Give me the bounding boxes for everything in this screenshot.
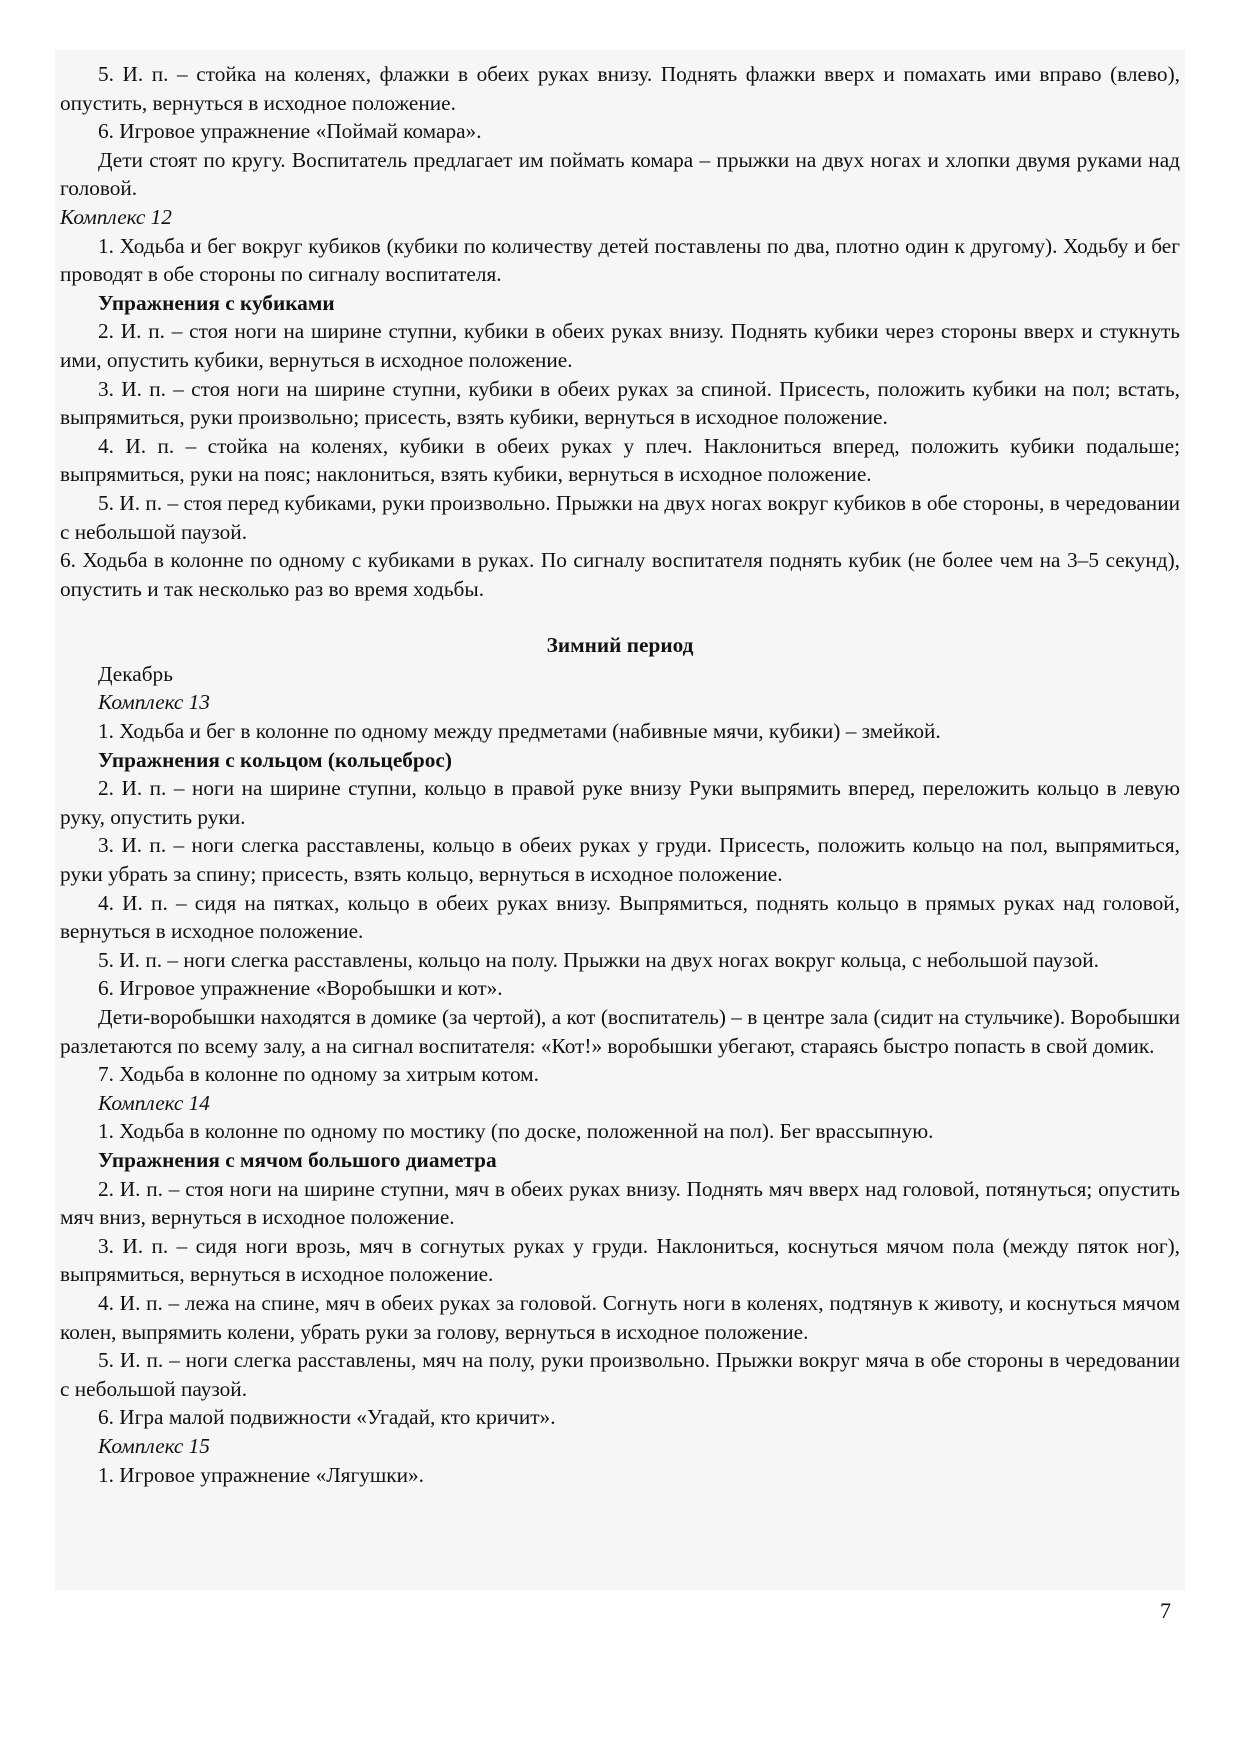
section-heading: Зимний период xyxy=(546,633,694,658)
paragraph: 5. И. п. – ноги слегка расставлены, кольцо на полу. Прыжки на двух ногах вокруг кольца, с небольшой паузой. xyxy=(98,947,1099,972)
exercise-heading: Упражнения с кольцом (кольцеброс) xyxy=(98,747,452,772)
paragraph: 6. Игровое упражнение «Воробышки и кот». xyxy=(98,976,503,1001)
paragraph: 1. Ходьба и бег вокруг кубиков (кубики по количеству детей поставлены по два, плотно один к другому). Ходьбу и бег проводят в обе стороны по сигналу воспитателя. xyxy=(60,233,1180,287)
paragraph: 2. И. п. – стоя ноги на ширине ступни, мяч в обеих руках внизу. Поднять мяч вверх над головой, потянуться; опустить мяч вниз, вернуться в исходное положение. xyxy=(60,1176,1180,1230)
month-heading: Декабрь xyxy=(98,661,173,686)
paragraph: 5. И. п. – стойка на коленях, флажки в обеих руках внизу. Поднять флажки вверх и помахать ими вправо (влево), опустить, вернуться в исходное положение. xyxy=(60,62,1180,115)
paragraph: 3. И. п. – сидя ноги врозь, мяч в согнутых руках у груди. Наклониться, коснуться мячом пола (между пяток ног), выпрямиться, вернуться в исходное положение. xyxy=(60,1233,1180,1287)
paragraph: 5. И. п. – ноги слегка расставлены, мяч на полу, руки произвольно. Прыжки вокруг мяча в обе стороны в чередовании с небольшой паузой. xyxy=(60,1348,1180,1401)
complex-heading: Комплекс 15 xyxy=(98,1433,210,1458)
paragraph: 4. И. п. – лежа на спине, мяч в обеих руках за головой. Согнуть ноги в коленях, подтянув к животу, и коснуться мячом колен, выпрямить колени, убрать руки за голову, вернуться в исходное положение. xyxy=(60,1290,1180,1344)
paragraph: Дети-воробышки находятся в домике (за чертой), а кот (воспитатель) – в центре зала (сидит на стульчике). Воробышки разлетаются по всему залу, а на сигнал воспитателя: «Кот!» воробышки убегают, стараясь быстро попасть в свой домик. xyxy=(60,1005,1180,1058)
paragraph: 7. Ходьба в колонне по одному за хитрым котом. xyxy=(98,1062,539,1087)
paragraph: 2. И. п. – ноги на ширине ступни, кольцо в правой руке внизу Руки выпрямить вперед, переложить кольцо в левую руку, опустить руки. xyxy=(60,776,1180,829)
complex-heading: Комплекс 12 xyxy=(60,204,172,229)
paragraph: 3. И. п. – ноги слегка расставлены, кольцо в обеих руках у груди. Присесть, положить кольцо на пол, выпрямиться, руки убрать за спину; присесть, взять кольцо, вернуться в исходное положение. xyxy=(60,833,1180,887)
paragraph: Дети стоят по кругу. Воспитатель предлагает им поймать комара – прыжки на двух ногах и хлопки двумя руками над головой. xyxy=(60,147,1180,201)
paragraph: 5. И. п. – стоя перед кубиками, руки произвольно. Прыжки на двух ногах вокруг кубиков в обе стороны, в чередовании с небольшой паузой. xyxy=(60,490,1180,544)
exercise-heading: Упражнения с мячом большого диаметра xyxy=(98,1147,497,1172)
paragraph: 1. Ходьба и бег в колонне по одному между предметами (набивные мячи, кубики) – змейкой. xyxy=(98,719,941,744)
paragraph: 2. И. п. – стоя ноги на ширине ступни, кубики в обеих руках внизу. Поднять кубики через стороны вверх и стукнуть ими, опустить кубики, вернуться в исходное положение. xyxy=(60,319,1180,372)
exercise-heading: Упражнения с кубиками xyxy=(98,290,335,315)
paragraph: 1. Игровое упражнение «Лягушки». xyxy=(98,1462,424,1487)
page-content xyxy=(60,60,1180,1489)
page-number: 7 xyxy=(1160,1598,1171,1623)
paragraph: 1. Ходьба в колонне по одному по мостику (по доске, положенной на пол). Бег врассыпную. xyxy=(98,1119,934,1144)
paragraph: 3. И. п. – стоя ноги на ширине ступни, кубики в обеих руках за спиной. Присесть, положить кубики на пол; встать, выпрямиться, руки произвольно; присесть, взять кубики, вернуться в исходное положение. xyxy=(60,376,1180,430)
complex-heading: Комплекс 13 xyxy=(98,690,210,715)
complex-heading: Комплекс 14 xyxy=(98,1090,210,1115)
paragraph: 4. И. п. – стойка на коленях, кубики в обеих руках у плеч. Наклониться вперед, положить кубики подальше; выпрямиться, руки на пояс; наклониться, взять кубики, вернуться в исходное положение. xyxy=(60,433,1180,487)
paragraph: 4. И. п. – сидя на пятках, кольцо в обеих руках внизу. Выпрямиться, поднять кольцо в прямых руках над головой, вернуться в исходное положение. xyxy=(60,890,1180,944)
paragraph: 6. Ходьба в колонне по одному с кубиками в руках. По сигналу воспитателя поднять кубик (не более чем на 3–5 секунд), опустить и так несколько раз во время ходьбы. xyxy=(60,548,1180,601)
spacer xyxy=(60,603,1180,631)
paragraph: 6. Игровое упражнение «Поймай комара». xyxy=(98,119,482,144)
paragraph: 6. Игра малой подвижности «Угадай, кто кричит». xyxy=(98,1405,556,1430)
